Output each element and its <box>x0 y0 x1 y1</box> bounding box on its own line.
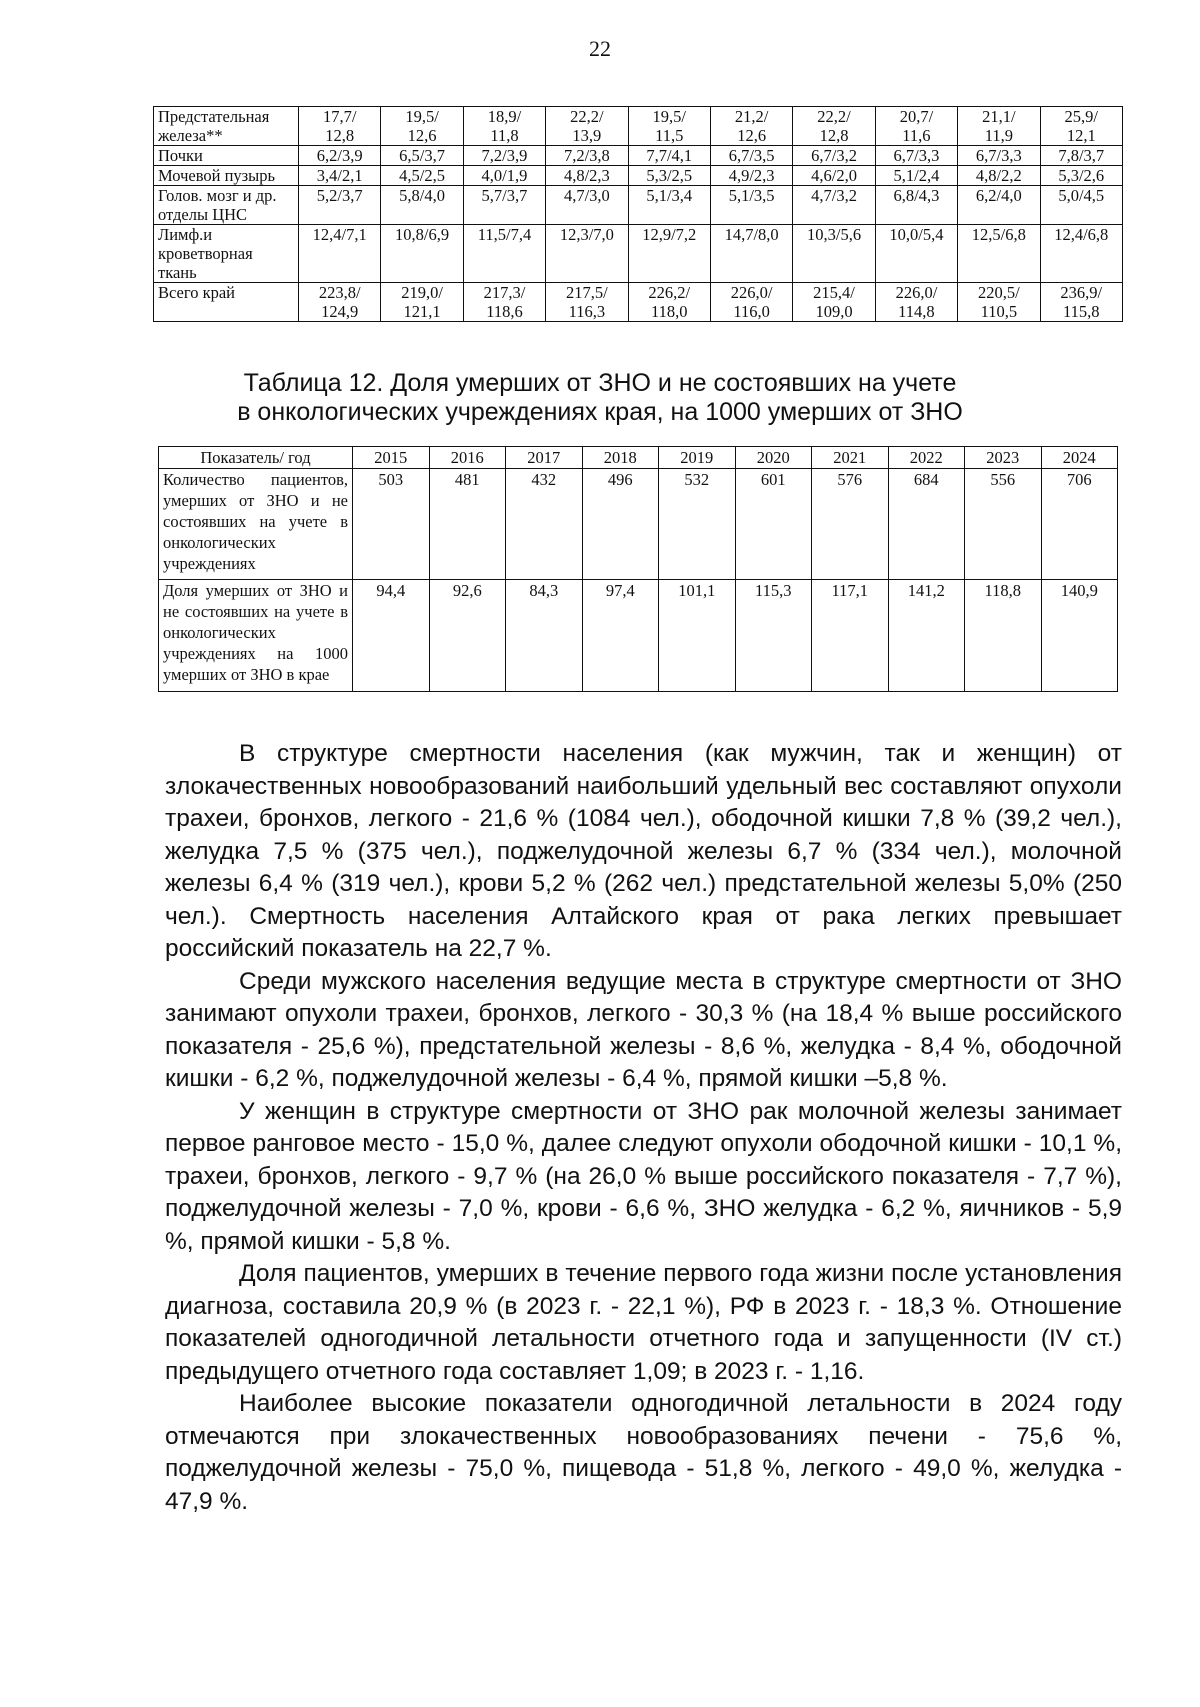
incidence-table-continuation <box>153 106 1123 322</box>
table-cell: 21,2/ 12,6 <box>710 107 792 146</box>
table-cell: 5,3/2,5 <box>628 166 710 186</box>
year-header: 2018 <box>582 447 659 469</box>
table-cell: 4,6/2,0 <box>793 166 875 186</box>
table-cell: 21,1/ 11,9 <box>958 107 1040 146</box>
table-cell: 223,8/ 124,9 <box>299 283 381 322</box>
row-label: Доля умерших от ЗНО и не состоявших на учете в онкологических учреждениях на 1000 умерших от ЗНО в крае <box>159 580 353 692</box>
table-cell: 706 <box>1041 469 1118 580</box>
table-cell: 6,7/3,2 <box>793 146 875 166</box>
table-cell: 94,4 <box>353 580 430 692</box>
table-cell: 5,1/3,5 <box>710 186 792 225</box>
table-cell: 7,2/3,8 <box>546 146 628 166</box>
row-label: Предстательная железа** <box>154 107 299 146</box>
table-cell: 25,9/ 12,1 <box>1040 107 1122 146</box>
table-caption-line-1: Таблица 12. Доля умерших от ЗНО и не состоявших на учете <box>243 369 957 397</box>
table-cell: 12,4/7,1 <box>299 225 381 283</box>
table-cell: 4,7/3,0 <box>546 186 628 225</box>
table-cell: 14,7/8,0 <box>710 225 792 283</box>
table-cell: 219,0/ 121,1 <box>381 283 463 322</box>
row-label: Количество пациентов, умерших от ЗНО и не состоявших на учете в онкологических учреждениях <box>159 469 353 580</box>
table-row <box>154 146 1123 166</box>
table-cell: 22,2/ 12,8 <box>793 107 875 146</box>
table-cell: 12,9/7,2 <box>628 225 710 283</box>
table-cell: 4,0/1,9 <box>463 166 545 186</box>
paragraph: В структуре смертности населения (как мужчин, так и женщин) от злокачественных новообразований наибольший удельный вес составляют опухоли трахеи, бронхов, легкого - 21,6 % (1084 чел.), ободочной кишки 7,8 % (39,2 чел.), желудка 7,5 % (375 чел.), поджелудочной железы 6,7 % (334 чел.), молочной железы 6,4 % (319 чел.), крови 5,2 % (262 чел.) предстательной железы 5,0% (250 чел.). Смертность населения Алтайского края от рака легких превышает российский показатель на 22,7 %. <box>165 740 1122 962</box>
table-cell: 532 <box>659 469 736 580</box>
table-cell: 4,8/2,2 <box>958 166 1040 186</box>
table-cell: 10,8/6,9 <box>381 225 463 283</box>
table-row <box>159 580 1118 692</box>
table-cell: 7,2/3,9 <box>463 146 545 166</box>
table-cell: 5,1/3,4 <box>628 186 710 225</box>
table-cell: 141,2 <box>888 580 965 692</box>
row-label: Лимф.и кроветворная ткань <box>154 225 299 283</box>
table-cell: 236,9/ 115,8 <box>1040 283 1122 322</box>
year-header: 2023 <box>965 447 1042 469</box>
table-cell: 217,5/ 116,3 <box>546 283 628 322</box>
row-label: Всего край <box>154 283 299 322</box>
table-cell: 5,0/4,5 <box>1040 186 1122 225</box>
table-row <box>154 225 1123 283</box>
table-cell: 140,9 <box>1041 580 1118 692</box>
table-cell: 226,0/ 114,8 <box>875 283 957 322</box>
table-cell: 92,6 <box>429 580 506 692</box>
year-header: 2017 <box>506 447 583 469</box>
table-cell: 19,5/ 12,6 <box>381 107 463 146</box>
header-indicator-year: Показатель/ год <box>159 447 353 469</box>
table-cell: 4,8/2,3 <box>546 166 628 186</box>
table-12 <box>158 446 1118 692</box>
table-row <box>154 186 1123 225</box>
table-cell: 576 <box>812 469 889 580</box>
table-cell: 12,3/7,0 <box>546 225 628 283</box>
table-row <box>159 469 1118 580</box>
table-cell: 97,4 <box>582 580 659 692</box>
table-cell: 220,5/ 110,5 <box>958 283 1040 322</box>
table-cell: 481 <box>429 469 506 580</box>
table-cell: 3,4/2,1 <box>299 166 381 186</box>
table-cell: 117,1 <box>812 580 889 692</box>
table-cell: 6,8/4,3 <box>875 186 957 225</box>
table-cell: 556 <box>965 469 1042 580</box>
table-cell: 226,2/ 118,0 <box>628 283 710 322</box>
year-header: 2020 <box>735 447 812 469</box>
table-cell: 7,7/4,1 <box>628 146 710 166</box>
year-header: 2021 <box>812 447 889 469</box>
table-cell: 12,5/6,8 <box>958 225 1040 283</box>
table-cell: 84,3 <box>506 580 583 692</box>
page-number: 22 <box>589 36 611 61</box>
table-cell: 6,5/3,7 <box>381 146 463 166</box>
table-row <box>154 107 1123 146</box>
table-cell: 6,2/4,0 <box>958 186 1040 225</box>
table-header-row <box>159 447 1118 469</box>
table-caption-line-2: в онкологических учреждениях края, на 1000 умерших от ЗНО <box>237 398 963 426</box>
table-cell: 684 <box>888 469 965 580</box>
table-row <box>154 166 1123 186</box>
table-cell: 17,7/ 12,8 <box>299 107 381 146</box>
table-cell: 432 <box>506 469 583 580</box>
row-label: Почки <box>154 146 299 166</box>
table-cell: 118,8 <box>965 580 1042 692</box>
table-cell: 11,5/7,4 <box>463 225 545 283</box>
table-cell: 5,8/4,0 <box>381 186 463 225</box>
table-cell: 6,7/3,3 <box>958 146 1040 166</box>
table-cell: 503 <box>353 469 430 580</box>
paragraph: Доля пациентов, умерших в течение первого года жизни после установления диагноза, составила 20,9 % (в 2023 г. - 22,1 %), РФ в 2023 г. - 18,3 %. Отношение показателей одногодичной летальности отчетного года и запущенности (IV ст.) предыдущего отчетного года составляет 1,09; в 2023 г. - 1,16. <box>165 1260 1122 1385</box>
table-cell: 20,7/ 11,6 <box>875 107 957 146</box>
table-cell: 7,8/3,7 <box>1040 146 1122 166</box>
paragraph: Наиболее высокие показатели одногодичной летальности в 2024 году отмечаются при злокачественных новообразованиях печени - 75,6 %, поджелудочной железы - 75,0 %, пищевода - 51,8 %, легкого - 49,0 %, желудка - 47,9 %. <box>165 1390 1122 1515</box>
table-cell: 4,9/2,3 <box>710 166 792 186</box>
body-text <box>165 738 1122 1518</box>
row-label: Мочевой пузырь <box>154 166 299 186</box>
table-cell: 5,1/2,4 <box>875 166 957 186</box>
table-cell: 4,5/2,5 <box>381 166 463 186</box>
table-cell: 226,0/ 116,0 <box>710 283 792 322</box>
table-cell: 22,2/ 13,9 <box>546 107 628 146</box>
paragraph: Среди мужского населения ведущие места в структуре смертности от ЗНО занимают опухоли трахеи, бронхов, легкого - 30,3 % (на 18,4 % выше российского показателя - 25,6 %), предстательной железы - 8,6 %, желудка - 8,4 %, ободочной кишки - 6,2 %, поджелудочной железы - 6,4 %, прямой кишки –5,8 %. <box>165 967 1122 1092</box>
table-cell: 5,2/3,7 <box>299 186 381 225</box>
table-cell: 101,1 <box>659 580 736 692</box>
table-cell: 18,9/ 11,8 <box>463 107 545 146</box>
year-header: 2019 <box>659 447 736 469</box>
table-cell: 12,4/6,8 <box>1040 225 1122 283</box>
table-cell: 19,5/ 11,5 <box>628 107 710 146</box>
table-cell: 217,3/ 118,6 <box>463 283 545 322</box>
table-cell: 115,3 <box>735 580 812 692</box>
table-cell: 5,3/2,6 <box>1040 166 1122 186</box>
table-cell: 6,7/3,3 <box>875 146 957 166</box>
year-header: 2016 <box>429 447 506 469</box>
table-cell: 4,7/3,2 <box>793 186 875 225</box>
table-row <box>154 283 1123 322</box>
table-cell: 10,0/5,4 <box>875 225 957 283</box>
year-header: 2015 <box>353 447 430 469</box>
paragraph: У женщин в структуре смертности от ЗНО рак молочной железы занимает первое ранговое место - 15,0 %, далее следуют опухоли ободочной кишки - 10,1 %, трахеи, бронхов, легкого - 9,7 % (на 26,0 % выше российского показателя - 7,7 %), поджелудочной железы - 7,0 %, крови - 6,6 %, ЗНО желудка - 6,2 %, яичников - 5,9 %, прямой кишки - 5,8 %. <box>165 1097 1122 1255</box>
year-header: 2022 <box>888 447 965 469</box>
row-label: Голов. мозг и др. отделы ЦНС <box>154 186 299 225</box>
table-cell: 5,7/3,7 <box>463 186 545 225</box>
table-cell: 6,7/3,5 <box>710 146 792 166</box>
year-header: 2024 <box>1041 447 1118 469</box>
table-cell: 496 <box>582 469 659 580</box>
table-cell: 10,3/5,6 <box>793 225 875 283</box>
table-cell: 6,2/3,9 <box>299 146 381 166</box>
table-cell: 601 <box>735 469 812 580</box>
table-cell: 215,4/ 109,0 <box>793 283 875 322</box>
